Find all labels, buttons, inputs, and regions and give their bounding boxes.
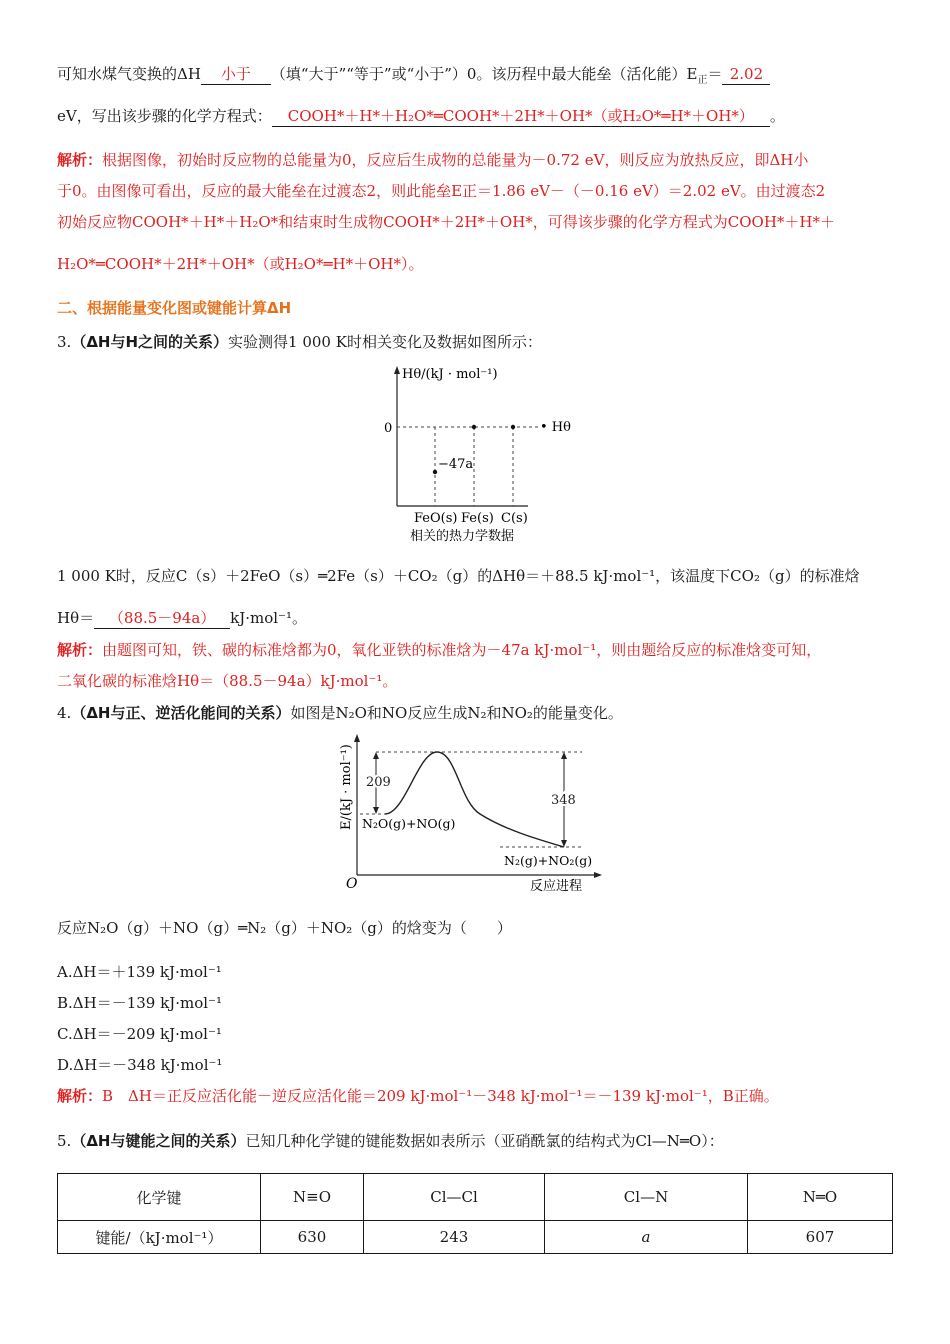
subscript: 正: [697, 75, 708, 86]
zero-tick-label: 0: [384, 421, 393, 436]
answer-blank: 小于: [201, 64, 271, 85]
text: ＝: [707, 65, 723, 83]
q3-line-2: [57, 608, 893, 629]
table-header-row: [58, 1174, 893, 1221]
product-label: N₂(g)+NO₂(g): [504, 853, 593, 868]
question-number: 5.: [57, 1132, 72, 1150]
option-d: D.ΔH＝－348 kJ·mol⁻¹: [57, 1056, 223, 1074]
option-b: B.ΔH＝－139 kJ·mol⁻¹: [57, 994, 222, 1012]
analysis-label: 解析：: [57, 1087, 103, 1105]
text: 根据图像，初始时反应物的总能量为0，反应后生成物的总能量为－0.72 eV，则反应为放热反应，即ΔH小: [102, 151, 809, 169]
arrow-head: [373, 807, 379, 814]
legend: • Hθ: [540, 420, 571, 435]
analysis-1-line-1: [57, 150, 893, 170]
text: 。: [769, 107, 785, 125]
q3-line-1: 1 000 K时，反应C（s）＋2FeO（s）═2Fe（s）＋CO₂（g）的ΔHθ＝＋88.5 kJ·mol⁻¹，该温度下CO₂（g）的标准焓: [57, 567, 860, 585]
x-label-feo: FeO(s): [414, 511, 458, 526]
ea-forward-label: 209: [366, 775, 391, 790]
question-tag: （ΔH与正、逆活化能间的关系）: [71, 704, 291, 722]
energy-curve: [385, 752, 564, 847]
origin-label: O: [346, 876, 358, 892]
table-header-cell: N═O: [748, 1174, 893, 1221]
x-label-c: C(s): [501, 511, 528, 526]
y-axis-arrow: [354, 734, 360, 742]
q5-stem: [57, 1131, 893, 1151]
table-header-cell: N≡O: [261, 1174, 364, 1221]
text: 可知水煤气变换的ΔH: [57, 65, 201, 83]
text: 已知几种化学键的键能数据如表所示（亚硝酰氯的结构式为Cl—N═O）：: [245, 1132, 724, 1150]
q3-analysis-2: 二氧化碳的标准焓Hθ＝（88.5－94a）kJ·mol⁻¹。: [57, 672, 398, 690]
analysis-label: 解析：: [57, 641, 103, 659]
bond-energy-table: [57, 1173, 893, 1254]
q4-question: 反应N₂O（g）＋NO（g）═N₂（g）＋NO₂（g）的焓变为（ ）: [57, 919, 512, 937]
table-row: [58, 1221, 893, 1254]
q4-analysis: [57, 1086, 893, 1106]
q3-analysis-1: [57, 640, 893, 660]
table-cell: 键能/（kJ·mol⁻¹）: [58, 1221, 261, 1254]
text: 于0。由图像可看出，反应的最大能垒在过渡态2，则此能垒E正＝1.86 eV－（－0.16 eV）＝2.02 eV。由过渡态2: [57, 182, 826, 200]
table-cell: a: [545, 1221, 748, 1254]
table-cell: 243: [364, 1221, 545, 1254]
text: 实验测得1 000 K时相关变化及数据如图所示：: [228, 333, 542, 351]
arrow-head: [561, 752, 567, 759]
table-header-cell: Cl—Cl: [364, 1174, 545, 1221]
reactant-label: N₂O(g)+NO(g): [362, 816, 456, 831]
x-axis-arrow: [594, 872, 602, 878]
text: 如图是N₂O和NO反应生成N₂和NO₂的能量变化。: [290, 704, 623, 722]
question-number: 3.: [57, 333, 72, 351]
answer-blank: （88.5－94a）: [94, 608, 230, 629]
text: （填“大于”“等于”或“小于”）0。该历程中最大能垒（活化能）E: [270, 65, 698, 83]
question-number: 4.: [57, 704, 72, 722]
y-axis-label: Hθ/(kJ · mol⁻¹): [402, 367, 498, 382]
table-header-cell: Cl—N: [545, 1174, 748, 1221]
text: H₂O*═COOH*＋2H*＋OH*（或H₂O*═H*＋OH*）。: [57, 255, 424, 273]
analysis-1-line-2: [57, 181, 893, 201]
text: eV，写出该步骤的化学方程式：: [57, 107, 272, 125]
question-tag: （ΔH与H之间的关系）: [71, 333, 229, 351]
analysis-label: 解析：: [57, 151, 103, 169]
y-axis-arrow: [394, 366, 400, 374]
option-c: C.ΔH＝－209 kJ·mol⁻¹: [57, 1025, 222, 1043]
question-tag: （ΔH与键能之间的关系）: [71, 1132, 246, 1150]
section-heading: 二、根据能量变化图或键能计算ΔH: [57, 299, 292, 317]
q3-stem: [57, 332, 893, 352]
text: Hθ＝: [57, 609, 95, 627]
analysis-1-line-4: [57, 254, 893, 274]
feo-point: [433, 470, 437, 474]
text: B ΔH＝正反应活化能－逆反应活化能＝209 kJ·mol⁻¹－348 kJ·mol⁻¹＝－139 kJ·mol⁻¹，B正确。: [102, 1087, 779, 1105]
analysis-1-line-3: [57, 212, 893, 232]
q4-energy-diagram: [330, 730, 620, 900]
fe-point: [472, 425, 476, 429]
x-axis-label: 反应进程: [530, 879, 583, 894]
answer-blank-2: 2.02: [722, 64, 770, 85]
q4-stem: [57, 703, 893, 723]
c-point: [511, 425, 515, 429]
text: kJ·mol⁻¹。: [230, 609, 307, 627]
y-axis-label: E/(kJ · mol⁻¹): [339, 744, 354, 830]
q3-chart: [350, 360, 590, 550]
chart-caption: 相关的热力学数据: [410, 529, 515, 544]
arrow-head: [373, 752, 379, 759]
feo-point-label: −47a: [438, 457, 474, 472]
table-cell: 607: [748, 1221, 893, 1254]
x-label-fe: Fe(s): [461, 511, 494, 526]
equation-blank: COOH*＋H*＋H₂O*═COOH*＋2H*＋OH*（或H₂O*═H*＋OH*）: [272, 106, 770, 127]
text: 由题图可知，铁、碳的标准焓都为0，氧化亚铁的标准焓为－47a kJ·mol⁻¹，则由题给反应的标准焓变可知，: [102, 641, 822, 659]
line-1: [57, 64, 893, 85]
ea-reverse-label: 348: [551, 793, 576, 808]
text: 初始反应物COOH*＋H*＋H₂O*和结束时生成物COOH*＋2H*＋OH*，可得该步骤的化学方程式为COOH*＋H*＋: [57, 213, 836, 231]
table-header-cell: 化学键: [58, 1174, 261, 1221]
line-2: [57, 106, 893, 127]
option-a: A.ΔH＝＋139 kJ·mol⁻¹: [57, 963, 222, 981]
table-cell: 630: [261, 1221, 364, 1254]
